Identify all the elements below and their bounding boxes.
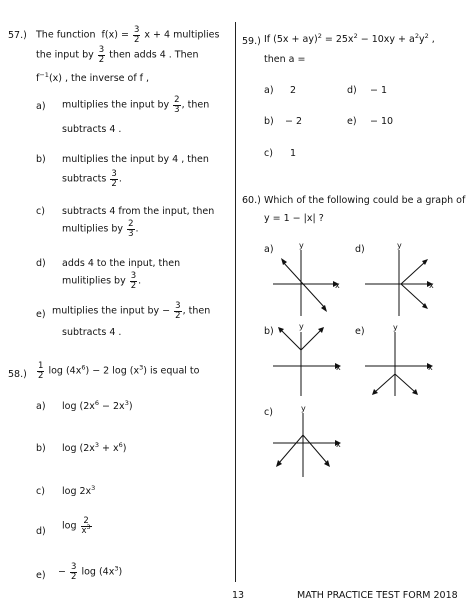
q57-option-b-line1: multiplies the input by 4 , then (62, 154, 209, 165)
q58-option-b-text: $\log (2x^3 + x^6)$ (62, 441, 127, 454)
q58-option-c-text: $\log 2x^3$ (62, 484, 96, 497)
q57-option-a-letter[interactable]: a) (36, 101, 46, 112)
q57-option-a-line1: multiplies the input by $\frac{2}{3}$ , then (62, 95, 210, 115)
q57-option-e-letter[interactable]: e) (36, 309, 46, 320)
graph-a-y-label: y (299, 241, 304, 250)
q59-option-a-letter[interactable]: a) (264, 85, 274, 96)
q59-option-a-value: 2 (290, 85, 297, 96)
fraction: $\frac{2}{x^3}$ (81, 516, 91, 536)
q57-number: 57.) (8, 30, 27, 41)
graph-c (273, 404, 345, 479)
q57-option-d-line2: mulitiplies by $\frac{3}{2}$ . (62, 271, 142, 291)
q59-option-d-value: − 1 (370, 85, 388, 96)
q59-number: 59.) (242, 36, 261, 47)
q57-stem-line2: the input by $\frac{3}{2}$ then adds 4 . Then (36, 45, 199, 65)
graph-c-x-label: x (336, 440, 341, 449)
q59-option-c-letter[interactable]: c) (264, 148, 273, 159)
fraction: $\frac{3}{2}$ (175, 301, 181, 321)
q57-option-b-line2: subtracts $\frac{3}{2}$ . (62, 169, 122, 189)
q58-option-a-letter[interactable]: a) (36, 401, 46, 412)
q60-stem-line1: Which of the following could be a graph of (264, 195, 466, 206)
graph-d-y-label: y (397, 241, 402, 250)
q60-number: 60.) (242, 195, 261, 206)
q59-stem-line2: then a = (264, 54, 306, 65)
graph-c-y-label: y (301, 404, 306, 413)
fraction: $\frac{2}{3}$ (174, 95, 180, 115)
q57-option-a-line2: subtracts 4 . (62, 124, 122, 135)
fraction: $\frac{3}{2}$ (130, 271, 137, 291)
q59-option-b-letter[interactable]: b) (264, 116, 274, 127)
q57-stem-line1: The function f(x) = $\frac{3}{2}$ x + 4 multiplies (36, 25, 220, 45)
graph-d (365, 241, 437, 318)
q57-option-c-letter[interactable]: c) (36, 206, 45, 217)
graph-e-x-label: x (428, 363, 433, 372)
fraction: $\frac{2}{3}$ (128, 219, 134, 239)
q60-option-a-letter[interactable]: a) (264, 244, 274, 255)
q60-stem-line2: y = 1 − |x| ? (264, 213, 324, 224)
q59-option-e-value: − 10 (370, 116, 394, 127)
graph-b-y-label: y (299, 322, 304, 331)
graph-a-x-label: x (335, 281, 340, 290)
q58-option-e-text: − $\frac{3}{2}$ $\log (4x^3)$ (58, 562, 123, 582)
q57-option-e-line2: subtracts 4 . (62, 327, 122, 338)
graph-b-x-label: x (336, 363, 341, 372)
q57-option-c-line1: subtracts 4 from the input, then (62, 206, 215, 217)
column-divider (235, 22, 236, 582)
q57-option-c-line2: multiplies by $\frac{2}{3}$ . (62, 219, 139, 239)
graph-d-x-label: x (429, 281, 434, 290)
page-number: 13 (232, 590, 245, 601)
q58-option-d-text: log $\frac{2}{x^3}$ (62, 516, 91, 536)
q59-option-e-letter[interactable]: e) (347, 116, 357, 127)
fraction: $\frac{3}{2}$ (133, 25, 140, 45)
q58-option-b-letter[interactable]: b) (36, 443, 46, 454)
graph-a (273, 241, 343, 318)
q57-option-d-line1: adds 4 to the input, then (62, 258, 181, 269)
q58-number: 58.) (8, 369, 27, 380)
graph-b (273, 322, 345, 398)
fraction: $\frac{3}{2}$ (71, 562, 77, 582)
q59-option-d-letter[interactable]: d) (347, 85, 357, 96)
q57-option-b-letter[interactable]: b) (36, 154, 46, 165)
fraction: $\frac{1}{2}$ (38, 361, 44, 381)
fraction: $\frac{3}{2}$ (111, 169, 117, 189)
footer-title: MATH PRACTICE TEST FORM 2018 (297, 590, 458, 601)
q59-stem: If $(5x + ay)^2 = 25x^2 - 10xy + a^2y^2$ , (264, 32, 435, 45)
q58-option-d-letter[interactable]: d) (36, 526, 46, 537)
q58-option-c-letter[interactable]: c) (36, 486, 45, 497)
q58-option-a-text: $\log (2x^6 - 2x^3)$ (62, 399, 133, 412)
q57-stem-line3: $f^{-1}(x)$ , the inverse of f , (36, 71, 150, 84)
q58-stem: $\frac{1}{2}$ $\log (4x^6) - 2$ $\log (x^3)$ is equal to (38, 361, 200, 381)
q57-option-d-letter[interactable]: d) (36, 258, 46, 269)
q59-option-b-value: − 2 (285, 116, 303, 127)
q59-option-c-value: 1 (290, 148, 297, 159)
graph-e-y-label: y (393, 323, 398, 332)
graph-e (365, 323, 437, 398)
q58-option-e-letter[interactable]: e) (36, 570, 46, 581)
q60-option-b-letter[interactable]: b) (264, 326, 274, 337)
q60-option-e-letter[interactable]: e) (355, 326, 365, 337)
q60-option-c-letter[interactable]: c) (264, 407, 273, 418)
q60-option-d-letter[interactable]: d) (355, 244, 365, 255)
fraction: $\frac{3}{2}$ (98, 45, 105, 65)
q57-option-e-line1: multiplies the input by − $\frac{3}{2}$ , then (52, 301, 211, 321)
